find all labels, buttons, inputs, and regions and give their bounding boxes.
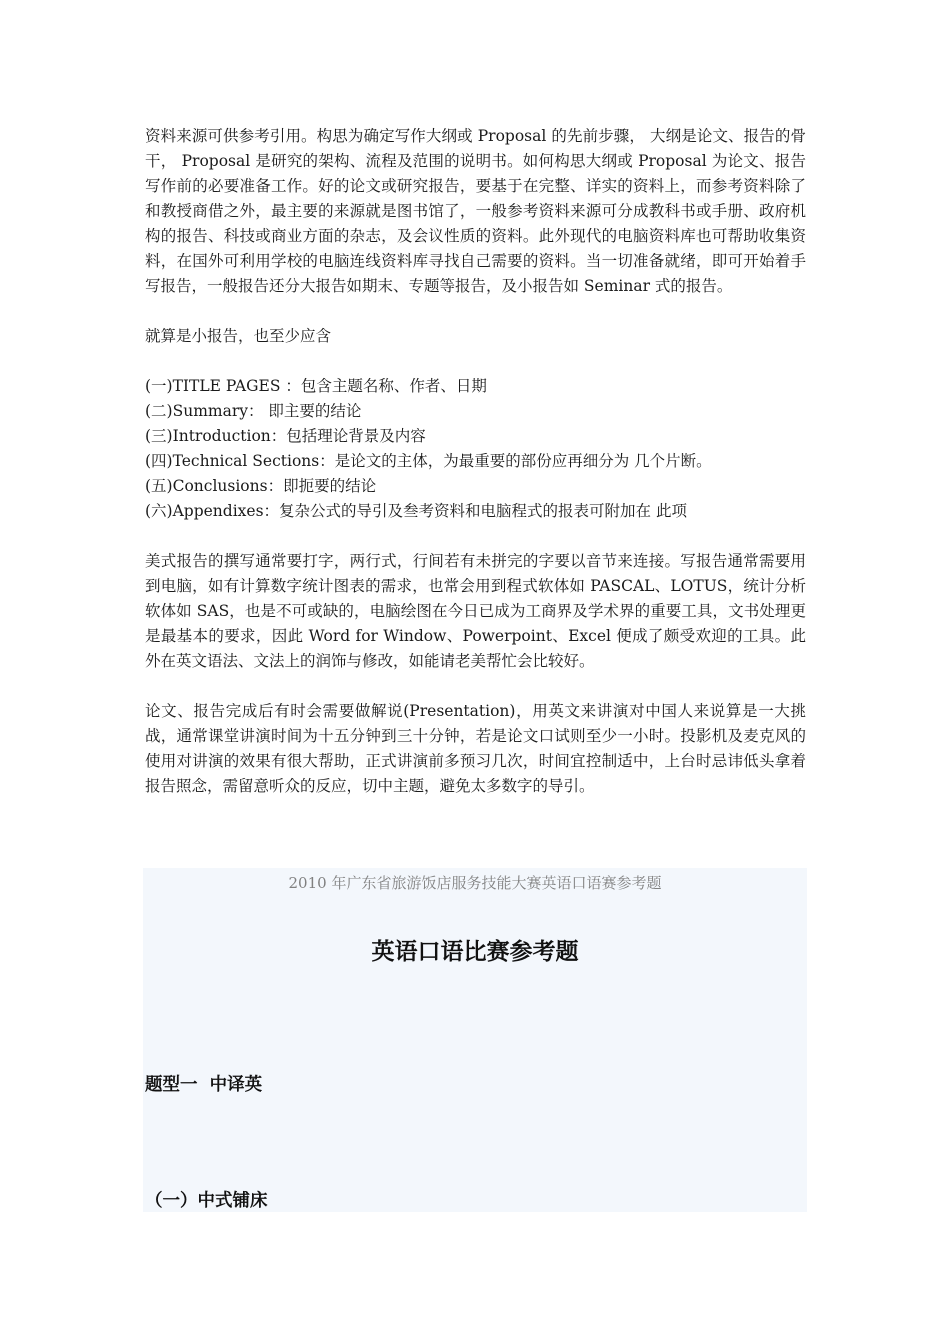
list-item: (三)Introduction：包括理论背景及内容 bbox=[145, 427, 426, 445]
report-parts-list bbox=[145, 374, 806, 524]
list-item: (一)TITLE PAGES ：包含主题名称、作者、日期 bbox=[145, 377, 487, 395]
exam-section bbox=[143, 868, 807, 1212]
exam-title: 英语口语比赛参考题 bbox=[371, 938, 579, 965]
intro-paragraph: 资料来源可供参考引用。构思为确定写作大纲或 Proposal 的先前步骤， 大纲是论文、报告的骨干， Proposal 是研究的架构、流程及范围的说明书。如何构思大纲或 Proposal 为论文、报告写作前的必要准备工作。好的论文或研究报告，要基于在完整、详实的资料上，而参考资料除了和教授商借之外，最主要的来源就是图书馆了，一般参考资料来源可分成教科书或手册、政府机构的报告、科技或商业方面的杂志，及会议性质的资料。此外现代的电脑资料库也可帮助收集资料，在国外可利用学校的电脑连线资料库寻找自己需要的资料。当一切准备就绪，即可开始着手写报告，一般报告还分大报告如期末、专题等报告，及小报告如 Seminar 式的报告。 bbox=[145, 127, 806, 295]
presentation-paragraph: 论文、报告完成后有时会需要做解说(Presentation)，用英文来讲演对中国人来说算是一大挑战，通常课堂讲演时间为十五分钟到三十分钟，若是论文口试则至少一小时。投影机及麦克风的使用对讲演的效果有很大帮助，正式讲演前多预习几次，时间宜控制适中，上台时忌讳低头拿着报告照念，需留意听众的反应，切中主题，避免太多数字的导引。 bbox=[145, 702, 806, 795]
exam-subtitle: 2010 年广东省旅游饭店服务技能大赛英语口语赛参考题 bbox=[288, 874, 662, 892]
list-item: (二)Summary： 即主要的结论 bbox=[145, 402, 362, 420]
document-body bbox=[145, 124, 806, 799]
section-heading: 题型一 中译英 bbox=[145, 1075, 263, 1095]
list-item: (五)Conclusions：即扼要的结论 bbox=[145, 477, 377, 495]
small-report-line: 就算是小报告，也至少应含 bbox=[145, 327, 332, 345]
list-item: (四)Technical Sections：是论文的主体，为最重要的部份应再细分为 几个片断。 bbox=[145, 452, 712, 470]
typing-paragraph: 美式报告的撰写通常要打字，两行式，行间若有未拼完的字要以音节来连接。写报告通常需要用到电脑，如有计算数字统计图表的需求，也常会用到程式软体如 PASCAL、LOTUS，统计分析软体如 SAS，也是不可或缺的，电脑绘图在今日已成为工商界及学术界的重要工具，文书处理更是最基本的要求，因此 Word for Window、Powerpoint、Excel 便成了颇受欢迎的工具。此外在英文语法、文法上的润饰与修改，如能请老美帮忙会比较好。 bbox=[145, 552, 806, 670]
list-item: (六)Appendixes：复杂公式的导引及叁考资料和电脑程式的报表可附加在 此项 bbox=[145, 502, 687, 520]
subsection-heading: （一）中式铺床 bbox=[145, 1191, 268, 1211]
